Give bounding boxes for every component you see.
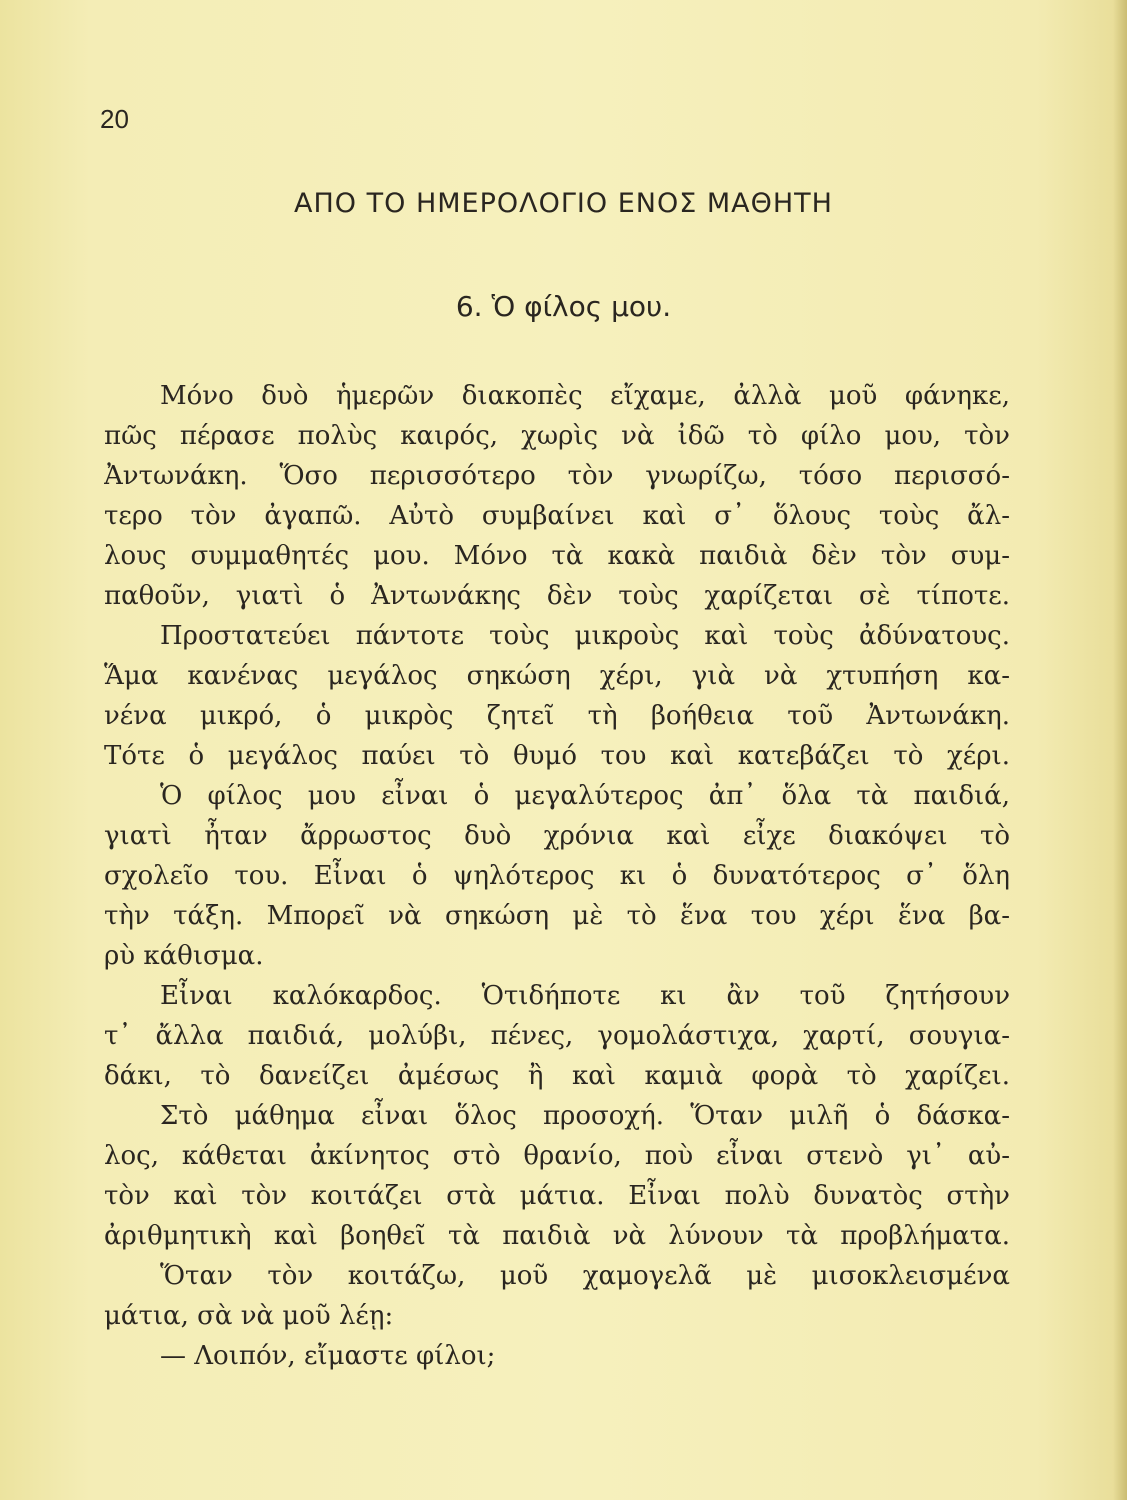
text-line: Ὅταν τὸν κοιτάζω, μοῦ χαμογελᾶ μὲ μισοκλεισμένα	[160, 1261, 1010, 1291]
text-line: Εἶναι καλόκαρδος. Ὁτιδήποτε κι ἂν τοῦ ζητήσουν	[160, 981, 1010, 1011]
text-line: — Λοιπόν, εἴμαστε φίλοι;	[160, 1341, 496, 1371]
text-line: Προστατεύει πάντοτε τοὺς μικροὺς καὶ τοὺς ἀδύνατους.	[160, 621, 1010, 651]
text-line: ρὺ κάθισμα.	[104, 941, 264, 971]
text-line: Ἀντωνάκη. Ὅσο περισσότερο τὸν γνωρίζω, τόσο περισσό-	[104, 461, 1010, 491]
text-line: τ᾽ ἄλλα παιδιά, μολύβι, πένες, γομολάστιχα, χαρτί, σουγια-	[104, 1021, 1010, 1051]
text-line: σχολεῖο του. Εἶναι ὁ ψηλότερος κι ὁ δυνατότερος σ᾽ ὅλη	[104, 861, 1010, 891]
text-line: γιατὶ ἦταν ἄρρωστος δυὸ χρόνια καὶ εἶχε διακόψει τὸ	[104, 821, 1010, 851]
text-line: νένα μικρό, ὁ μικρὸς ζητεῖ τὴ βοήθεια τοῦ Ἀντωνάκη.	[104, 701, 1010, 731]
section-title: 6. Ὁ φίλος μου.	[455, 290, 672, 323]
text-line: ἀριθμητικὴ καὶ βοηθεῖ τὰ παιδιὰ νὰ λύνουν τὰ προβλήματα.	[104, 1221, 1010, 1251]
text-line: τερο τὸν ἀγαπῶ. Αὐτὸ συμβαίνει καὶ σ᾽ ὅλους τοὺς ἄλ-	[104, 501, 1010, 531]
chapter-title: ΑΠΟ ΤΟ ΗΜΕΡΟΛΟΓΙΟ ΕΝΟΣ ΜΑΘΗΤΗ	[294, 188, 833, 219]
text-line: μάτια, σὰ νὰ μοῦ λέῃ:	[104, 1301, 394, 1331]
text-line: λος, κάθεται ἀκίνητος στὸ θρανίο, ποὺ εἶναι στενὸ γι᾽ αὐ-	[104, 1141, 1010, 1171]
text-line: Ἅμα κανένας μεγάλος σηκώση χέρι, γιὰ νὰ χτυπήση κα-	[104, 661, 1010, 691]
text-line: Ὁ φίλος μου εἶναι ὁ μεγαλύτερος ἀπ᾽ ὅλα τὰ παιδιά,	[160, 781, 1010, 811]
text-line: λους συμμαθητές μου. Μόνο τὰ κακὰ παιδιὰ δὲν τὸν συμ-	[104, 541, 1010, 571]
text-line: πῶς πέρασε πολὺς καιρός, χωρὶς νὰ ἰδῶ τὸ φίλο μου, τὸν	[104, 421, 1010, 451]
page-number: 20	[100, 104, 129, 134]
text-line: Μόνο δυὸ ἡμερῶν διακοπὲς εἴχαμε, ἀλλὰ μοῦ φάνηκε,	[160, 381, 1010, 411]
text-line: Τότε ὁ μεγάλος παύει τὸ θυμό του καὶ κατεβάζει τὸ χέρι.	[104, 741, 1010, 771]
body-text	[104, 376, 1010, 1376]
page-edge-shadow	[1113, 0, 1127, 1500]
text-line: τὴν τάξη. Μπορεῖ νὰ σηκώση μὲ τὸ ἕνα του χέρι ἕνα βα-	[104, 901, 1010, 931]
text-line: δάκι, τὸ δανείζει ἀμέσως ἢ καὶ καμιὰ φορὰ τὸ χαρίζει.	[104, 1061, 1010, 1091]
text-line: τὸν καὶ τὸν κοιτάζει στὰ μάτια. Εἶναι πολὺ δυνατὸς στὴν	[104, 1181, 1010, 1211]
text-line: Στὸ μάθημα εἶναι ὅλος προσοχή. Ὅταν μιλῆ ὁ δάσκα-	[160, 1101, 1010, 1131]
text-line: παθοῦν, γιατὶ ὁ Ἀντωνάκης δὲν τοὺς χαρίζεται σὲ τίποτε.	[104, 581, 1010, 611]
